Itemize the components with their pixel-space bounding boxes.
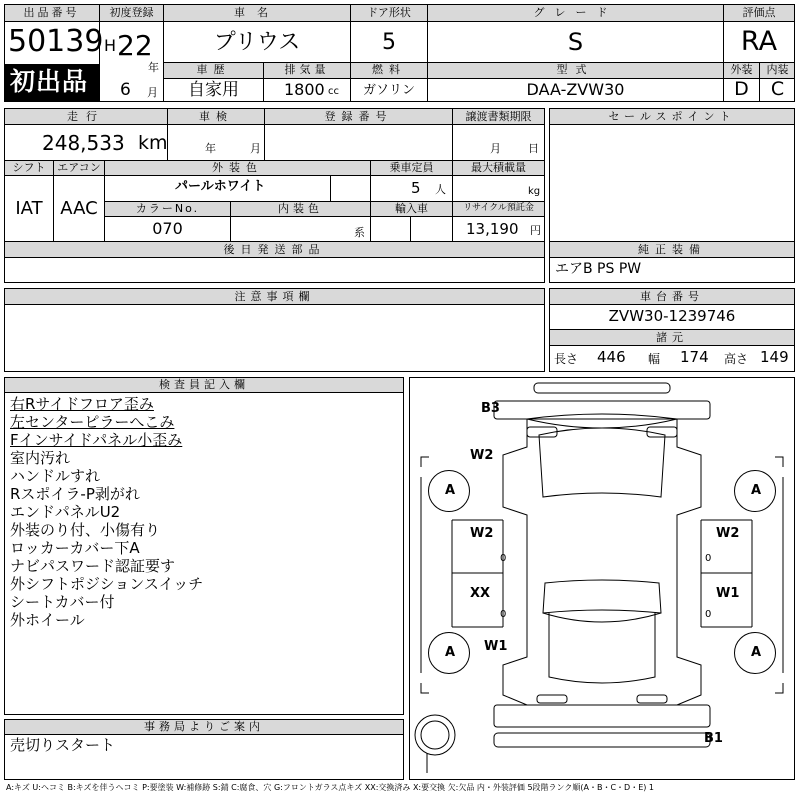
mark-w2-right: W2 (716, 526, 740, 541)
ac-label: エアコン (57, 161, 101, 174)
car-name: プリウス (213, 30, 301, 55)
chassis-value: ZVW30-1239746 (608, 307, 736, 325)
color-no-label: カラーNo. (135, 202, 200, 215)
fuel-value: ガソリン (362, 83, 415, 98)
mileage-label: 走行 (67, 110, 105, 123)
inspector-note: ハンドルすれ (10, 467, 101, 485)
inspector-note: 外ホイール (10, 611, 85, 629)
transfer-month-unit: 月 (490, 142, 501, 155)
mark-w2-top: W2 (470, 448, 494, 463)
door-label: ドア形状 (367, 6, 411, 19)
load-unit: kg (528, 186, 541, 197)
era-prefix: H (104, 36, 117, 55)
history-value: 自家用 (188, 80, 239, 100)
mark-b1: B1 (704, 731, 723, 746)
height-label: 高さ (724, 352, 749, 366)
mark-zero: 0 (705, 553, 712, 564)
score-value: RA (740, 26, 778, 57)
mark-tire-rr: A (751, 645, 762, 660)
fuel-label: 燃料 (372, 63, 406, 76)
inspection-month-unit: 月 (250, 142, 261, 155)
inspector-note: 外シフトポジションスイッチ (10, 575, 204, 593)
displacement-value: 1800 (284, 80, 325, 99)
history-label: 車歴 (196, 63, 231, 76)
color-no-value: 070 (152, 219, 183, 238)
shift-label: シフト (12, 161, 46, 174)
mark-b3: B3 (481, 401, 500, 416)
exterior-value: D (734, 78, 749, 100)
inspector-label: 検査員記入欄 (159, 378, 249, 391)
office-label: 事務局よりご案内 (144, 720, 264, 733)
transfer-label: 譲渡書類期限 (465, 110, 532, 123)
shift-value: IAT (15, 198, 43, 219)
inspector-note: Fインサイドパネル小歪み (10, 431, 183, 449)
year-unit: 年 (148, 61, 159, 74)
recycle-label: リサイクル預託金 (463, 203, 534, 213)
mark-zero: 0 (500, 553, 507, 564)
width-label: 幅 (648, 352, 661, 366)
recycle-unit: 円 (530, 224, 541, 237)
sales-point-label: セールスポイント (608, 110, 736, 123)
inspection-year-unit: 年 (205, 142, 216, 155)
interior-color-label: 内装色 (278, 202, 323, 215)
length-value: 446 (597, 348, 626, 366)
score-label: 評価点 (742, 6, 776, 19)
caution-label: 注意事項欄 (234, 290, 315, 303)
capacity-value: 5 (411, 179, 421, 197)
load-label: 最大積載量 (471, 161, 526, 174)
grade-value: S (567, 28, 584, 56)
height-value: 149 (760, 348, 789, 366)
later-parts-label: 後日発送部品 (223, 243, 326, 256)
mark-tire-rl: A (445, 645, 456, 660)
mileage-unit: km (138, 132, 168, 154)
lot-number-label: 出品番号 (23, 6, 80, 19)
lot-number: 50139 (8, 24, 104, 59)
mileage-value: 248,533 (42, 131, 125, 155)
color-value: パールホワイト (175, 179, 266, 194)
displacement-unit: cc (328, 86, 339, 97)
inspection-label: 車検 (199, 110, 233, 123)
inspector-note: 室内汚れ (10, 449, 71, 467)
dims-label: 諸元 (656, 331, 688, 344)
office-value: 売切りスタート (10, 736, 116, 754)
transfer-day-unit: 日 (528, 142, 539, 155)
era-year: 22 (117, 29, 153, 62)
mark-tire-fl: A (445, 483, 456, 498)
mark-w1-right: W1 (716, 586, 740, 601)
model-value: DAA-ZVW30 (526, 80, 625, 99)
ac-value: AAC (60, 198, 98, 219)
first-reg-label: 初度登録 (109, 6, 154, 19)
recycle-value: 13,190 (466, 220, 519, 238)
first-listing-badge: 初出品 (10, 67, 89, 96)
inspector-note: 左センターピラーへこみ (10, 413, 175, 431)
grade-label: グレード (533, 6, 618, 19)
inspector-note: ロッカーカバー下A (10, 539, 140, 557)
mark-w1-left: W1 (484, 639, 508, 654)
registration-label: 登録番号 (324, 110, 393, 123)
inspector-note: ナビパスワード認証要す (10, 557, 176, 575)
capacity-unit: 人 (435, 183, 446, 196)
color-label: 外装色 (212, 161, 263, 174)
capacity-label: 乗車定員 (389, 161, 434, 174)
car-name-label: 車名 (234, 6, 280, 19)
door-value: 5 (382, 30, 396, 55)
month-unit: 月 (147, 86, 158, 99)
interior-label: 内装 (766, 63, 789, 76)
inspector-note: 外装のり付、小傷有り (10, 521, 161, 539)
displacement-label: 排気量 (284, 63, 330, 76)
inspector-note: 右Rサイドフロア歪み (10, 395, 154, 413)
inspector-note: Rスポイラ-P剥がれ (10, 485, 140, 503)
mark-tire-fr: A (751, 483, 762, 498)
interior-color-unit: 系 (354, 226, 365, 239)
import-label: 輸入車 (395, 202, 428, 215)
model-label: 型式 (556, 63, 595, 76)
inspector-note: シートカバー付 (10, 593, 115, 611)
equipment-value: エアB PS PW (555, 261, 642, 277)
first-reg-month: 6 (120, 80, 131, 100)
inspector-note: エンドパネルU2 (10, 503, 121, 521)
mark-w2-left: W2 (470, 526, 494, 541)
length-label: 長さ (554, 352, 579, 366)
equipment-label: 純正装備 (638, 243, 706, 256)
interior-value: C (770, 78, 785, 100)
mark-zero: 0 (500, 609, 507, 620)
car-outline-diagram (409, 377, 795, 780)
exterior-label: 外装 (730, 63, 753, 76)
chassis-label: 車台番号 (640, 290, 704, 303)
width-value: 174 (680, 348, 709, 366)
legend: A:キズ U:ヘコミ B:キズを伴うヘコミ P:要塗装 W:補修跡 S:錆 C:腐食、穴 G:フロントガラス点キズ XX:交換済み X:要交換 欠:欠品 内・外装評価 5段階ランク順(A・B・C・D・E) 1 (6, 783, 655, 792)
mark-zero: 0 (705, 609, 712, 620)
mark-xx: XX (470, 586, 491, 601)
